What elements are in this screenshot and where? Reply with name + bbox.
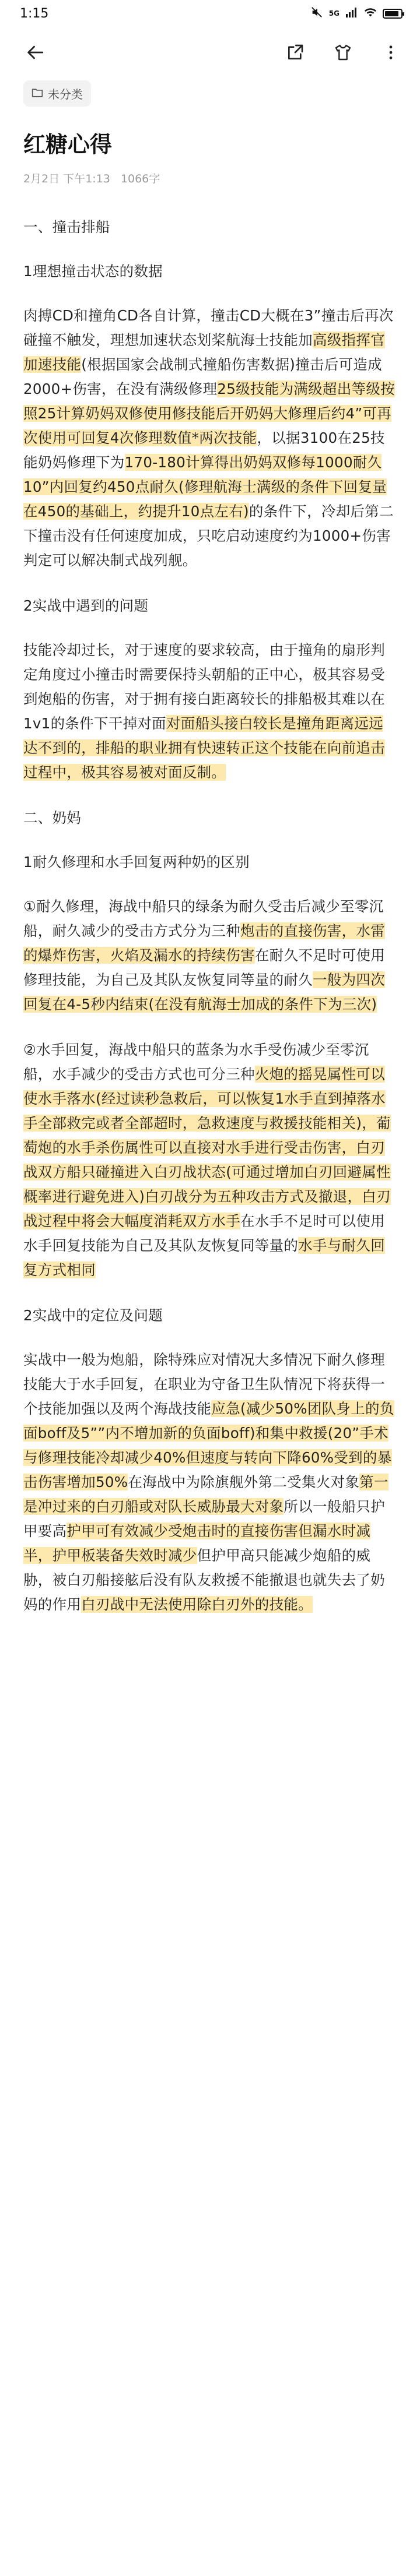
paragraph-text: 在海战中为除旗舰外第二受集火对象 bbox=[128, 1474, 360, 1490]
paragraph-text: 一、撞击排船 bbox=[23, 219, 110, 235]
highlighted-text: 170-180计算得出奶妈双修每1000耐久10”内回复约450点耐久(修理航海士满级的条件下回复量在450的基础上，约提升10点左右) bbox=[23, 454, 387, 520]
note-paragraph bbox=[23, 259, 397, 284]
paragraph-text: ②水手回复，海战中船只的蓝条为水手受伤减少至零沉船，水手减少的受击方式也可分三种 bbox=[23, 1041, 369, 1083]
toolbar bbox=[0, 27, 420, 78]
paragraph-text: 二、奶妈 bbox=[23, 809, 82, 826]
category-tag[interactable] bbox=[23, 80, 91, 107]
highlighted-text: 高级指挥官加速技能 bbox=[23, 332, 385, 373]
paragraph-text: 肉搏CD和撞角CD各自计算，撞击CD大概在3”撞击后再次碰撞不触发，理想加速状态划桨航海士技能加 bbox=[23, 307, 394, 348]
paragraph-text: 在耐久不足时可使用修理技能，为自己及其队友恢复同等量的耐久 bbox=[23, 947, 386, 988]
note-paragraph bbox=[23, 215, 397, 239]
more-vert-icon[interactable] bbox=[379, 41, 402, 64]
network-label: 5G bbox=[328, 9, 340, 17]
network-icon bbox=[329, 10, 340, 17]
paragraph-text: ①耐久修理，海战中船只的绿条为耐久受击后减少至零沉船，耐久减少的受击方式分为三种 bbox=[23, 898, 384, 939]
note-paragraph bbox=[23, 1038, 397, 1282]
battery-fill bbox=[385, 11, 398, 16]
highlighted-text: 护甲可有效减少受炮击时的直接伤害但漏水时减半，护甲板装备失效时减少 bbox=[23, 1523, 371, 1564]
highlighted-text: 对面船头接白较长是撞角距离远远达不到的，排船的职业拥有快速转正这个技能在向前追击过程中，极其容易被对面反制。 bbox=[23, 715, 385, 781]
category-row bbox=[0, 78, 420, 107]
highlighted-text: 一般为四次回复在4-5秒内结束(在没有航海士加成的条件下为三次) bbox=[23, 971, 385, 1013]
shirt-icon[interactable] bbox=[331, 41, 355, 64]
note-paragraph bbox=[23, 1303, 397, 1328]
paragraph-text: 的条件下，冷却后第二下撞击没有任何速度加成，只吃启动速度约为1000+伤害判定可以解决制式战列舰。 bbox=[23, 503, 394, 569]
folder-icon bbox=[32, 87, 43, 101]
signal-icon bbox=[345, 7, 358, 20]
note-body[interactable] bbox=[0, 186, 420, 1673]
highlighted-text: 25级技能为满级超出等级按照25计算奶妈双修使用修技能后开奶妈大修理后约4”可再次使用可回复4次修理数值*两次技能 bbox=[23, 380, 395, 446]
note-title[interactable]: 红糖心得 bbox=[23, 132, 113, 157]
paragraph-text: 2实战中遇到的问题 bbox=[23, 597, 149, 614]
back-arrow-icon[interactable] bbox=[23, 41, 47, 64]
highlighted-text: 水手与耐久回复方式相同 bbox=[23, 1237, 386, 1278]
category-label: 未分类 bbox=[48, 87, 83, 101]
note-meta bbox=[0, 158, 420, 186]
note-paragraph bbox=[23, 806, 397, 830]
note-paragraph bbox=[23, 894, 397, 1017]
note-paragraph bbox=[23, 638, 397, 785]
status-icons bbox=[310, 6, 402, 21]
highlighted-text: 火炮的摇晃属性可以使水手落水(经过读秒急救后，可以恢复1水手直到掉落水手全部救完或者全部超时，急救速度与救援技能相关)，葡萄炮的水手杀伤属性可以直接对水手进行受击伤害，白刃战双方船只碰撞进入白刃战状态(可通过增加白刃回避属性概率进行避免进入)白刃战分为五种攻击方式及撤退，白刃战过程中将会大幅度消耗双方水手 bbox=[23, 1066, 391, 1229]
highlighted-text: 第一是冲过来的白刃船或对队长威胁最大对象 bbox=[23, 1474, 388, 1515]
paragraph-text: 1理想撞击状态的数据 bbox=[23, 263, 163, 280]
paragraph-text: (根据国家会战制式撞船伤害数据)撞击后可造成2000+伤害，在没有满级修理 bbox=[23, 356, 382, 397]
word-count: 1066字 bbox=[120, 172, 160, 185]
note-paragraph bbox=[23, 850, 397, 875]
note-paragraph bbox=[23, 594, 397, 618]
note-paragraph bbox=[23, 1348, 397, 1617]
highlighted-text: 应急(减少50%团队身上的负面boff及5””内不增加新的负面boff)和集中救援(20”手术与修理技能冷却减少40%但速度与转向下降60%受到的暴击伤害增加50% bbox=[23, 1400, 394, 1490]
paragraph-text: 在水手不足时可以使用水手回复技能为自己及其队友恢复同等量的 bbox=[23, 1213, 385, 1254]
paragraph-text: 1耐久修理和水手回复两种奶的区别 bbox=[23, 854, 250, 871]
paragraph-text: 技能冷却过长，对于速度的要求较高，由于撞角的扇形判定角度过小撞击时需要保持头朝船的正中心，极其容易受到炮船的伤害，对于拥有接白距离较长的排船极其难以在1v1的条件下干掉对面 bbox=[23, 642, 385, 732]
paragraph-text: 所以一般船只护甲要高 bbox=[23, 1498, 386, 1539]
highlighted-text: 炮击的直接伤害，水雷的爆炸伤害，火焰及漏水的持续伤害 bbox=[23, 922, 385, 964]
note-date: 2月2日 下午1:13 bbox=[23, 172, 110, 185]
paragraph-text: 2实战中的定位及问题 bbox=[23, 1307, 163, 1324]
paragraph-text: ，以据3100在25技能奶妈修理下为 bbox=[23, 429, 385, 471]
note-paragraph bbox=[23, 304, 397, 573]
status-time: 1:15 bbox=[20, 6, 49, 21]
paragraph-text: 实战中一般为炮船，除特殊应对情况大多情况下耐久修理技能大于水手回复，在职业为守备卫生队情况下将获得一个技能加强以及两个海战技能 bbox=[23, 1351, 385, 1417]
wifi-icon bbox=[364, 7, 377, 20]
paragraph-text: 但护甲高只能减少炮船的威胁，被白刃船接舷后没有队友救援不能撤退也就失去了奶妈的作用 bbox=[23, 1547, 385, 1613]
share-icon[interactable] bbox=[284, 41, 307, 64]
battery-icon bbox=[383, 9, 402, 19]
status-bar bbox=[0, 0, 420, 27]
highlighted-text: 白刃战中无法使用除白刃外的技能。 bbox=[81, 1596, 313, 1613]
mute-icon bbox=[310, 6, 323, 21]
